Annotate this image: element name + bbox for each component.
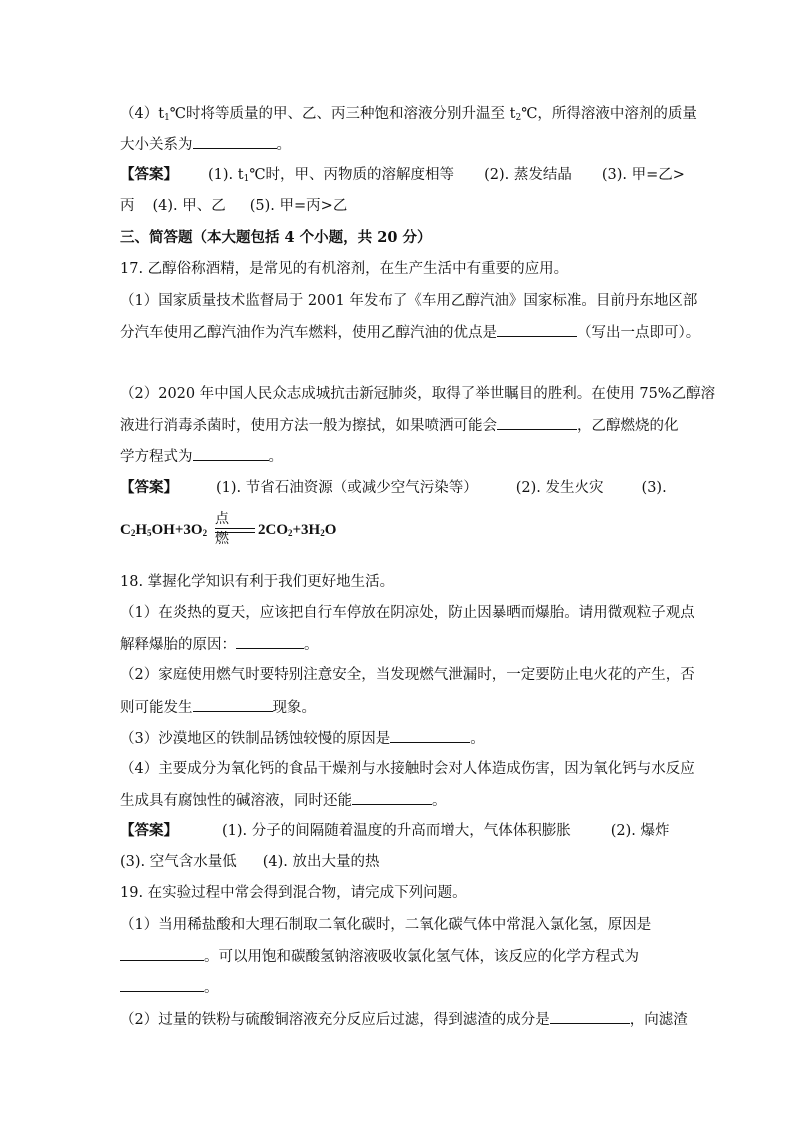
answer17-item2: (2). 发生火灾 [515, 480, 604, 496]
answer18-line1 [120, 821, 670, 841]
answer16-item2: (2). 蒸发结晶 [484, 167, 572, 183]
q17-part2-line2 [120, 415, 679, 436]
answer18-item4: (4). 放出大量的热 [262, 854, 380, 870]
q16-part4-text-c: ℃，所得溶液中溶剂的质量 [521, 106, 697, 122]
q18-part4-line1: （4）主要成分为氧化钙的食品干燥剂与水接触时会对人体造成伤害，因为氧化钙与水反应 [120, 761, 695, 777]
q19-part1-line2-text: 。可以用饱和碳酸氢钠溶液吸收氯化氢气体，该反应的化学方程式为 [204, 949, 639, 965]
q16-part4-line2-end: 。 [276, 137, 291, 153]
answer-label: 【答案】 [120, 479, 178, 496]
q18-part4-line2-text-a: 生成具有腐蚀性的碱溶液，同时还能 [120, 793, 352, 809]
q17-part1-line1: （1）国家质量技术监督局于 2001 年发布了《车用乙醇汽油》国家标准。目前丹东地区部 [120, 293, 698, 309]
q18-part1-line2-text-a: 解释爆胎的原因： [120, 637, 236, 653]
answer16-line2 [120, 196, 347, 216]
q17-part1-line2-text-b: （写出一点即可）。 [577, 325, 701, 341]
q16-part4-line1 [120, 104, 697, 128]
answer-blank [193, 134, 277, 149]
answer-blank [120, 946, 204, 961]
equation-lhs: $C_2H_5OH+3O_2$ [120, 522, 208, 538]
equation-condition: 点燃 [215, 511, 229, 547]
q18-part2-line2-text-b: 现象。 [272, 700, 316, 716]
q19-part1-line3 [120, 977, 219, 998]
q16-part4-text-a: （4）t [120, 106, 165, 122]
answer16-item1-sub: 1 [243, 174, 250, 184]
q18-part3-text-b: 。 [470, 731, 485, 747]
answer-blank [120, 977, 204, 992]
q19-part1-line1: （1）当用稀盐酸和大理石制取二氧化碳时，二氧化碳气体中常混入氯化氢，原因是 [120, 917, 652, 933]
q18-part4-line2 [120, 790, 447, 811]
answer16-item4: (4). 甲、乙 [152, 198, 226, 214]
section-heading: 三、简答题（本大题包括 4 个小题，共 20 分） [120, 229, 432, 246]
q19-part2-text-a: （2）过量的铁粉与硫酸铜溶液充分反应后过滤，得到滤渣的成分是 [120, 1012, 550, 1028]
equation-equals-sign [215, 528, 255, 533]
q18-part2-line2-text-a: 则可能发生 [120, 700, 193, 716]
answer17-item1: (1). 节省石油资源（或减少空气污染等） [216, 480, 478, 496]
q16-part4-line2 [120, 134, 291, 155]
q17-stem: 17. 乙醇俗称酒精，是常见的有机溶剂，在生产生活中有重要的应用。 [120, 261, 569, 277]
answer17-item3: (3). [641, 480, 667, 496]
q19-part2-text-b: ，向滤渣 [629, 1012, 688, 1028]
q17-part2-line2-text-b: ，乙醇燃烧的化 [577, 418, 679, 434]
answer16-item3: (3). 甲=乙> [601, 167, 685, 183]
q18-part1-line2-text-b: 。 [304, 637, 319, 653]
q17-part2-line1: （2）2020 年中国人民众志成城抗击新冠肺炎，取得了举世瞩目的胜利。在使用 75%乙醇溶 [120, 386, 716, 402]
answer16-line1 [120, 165, 685, 189]
answer-blank [193, 446, 269, 461]
answer-label: 【答案】 [120, 166, 178, 183]
q18-part2-line1: （2）家庭使用燃气时要特别注意安全，当发现燃气泄漏时，一定要防止电火花的产生，否 [120, 667, 695, 683]
q18-part2-line2 [120, 697, 316, 718]
answer18-item2: (2). 爆炸 [610, 823, 670, 839]
q18-part4-line2-text-b: 。 [432, 793, 447, 809]
q18-part1-line2 [120, 634, 319, 655]
answer18-item1: (1). 分子的间隔随着温度的升高而增大，气体体积膨胀 [222, 823, 571, 839]
q16-part4-line2-text: 大小关系为 [120, 137, 193, 153]
answer16-line2-text: 丙 [120, 198, 135, 214]
answer-blank [193, 697, 273, 712]
answer18-item3: (3). 空气含水量低 [120, 854, 237, 870]
answer-blank [497, 415, 577, 430]
q17-part1-line2 [120, 322, 700, 343]
q16-part4-sub1: 1 [164, 113, 170, 123]
answer-blank [352, 790, 432, 805]
answer18-line2 [120, 852, 380, 872]
q17-part2-line3-text-a: 学方程式为 [120, 449, 193, 465]
q19-stem: 19. 在实验过程中常会得到混合物，请完成下列问题。 [120, 885, 467, 901]
q19-part2-line1 [120, 1009, 688, 1030]
q18-part1-line1: （1）在炎热的夏天，应该把自行车停放在阴凉处，防止因暴晒而爆胎。请用微观粒子观点 [120, 605, 695, 621]
equation-rhs: $2CO_2+3H_2O$ [258, 522, 337, 538]
q16-part4-text-b: ℃时将等质量的甲、乙、丙三种饱和溶液分别升温至 t [169, 106, 516, 122]
answer16-item1-b: ℃时，甲、丙物质的溶解度相等 [249, 167, 455, 183]
answer16-item1-a: (1). t [208, 167, 244, 183]
q17-part2-line3 [120, 446, 283, 467]
answer-label: 【答案】 [120, 822, 178, 839]
q18-part3-line [120, 728, 485, 749]
answer-blank [497, 322, 577, 337]
q17-part2-line3-text-b: 。 [268, 449, 283, 465]
answer16-item5: (5). 甲=丙>乙 [249, 198, 348, 214]
answer-blank [550, 1009, 630, 1024]
q18-part3-text-a: （3）沙漠地区的铁制品锈蚀较慢的原因是 [120, 731, 391, 747]
q19-part1-line2 [120, 946, 639, 967]
q17-part2-line2-text-a: 液进行消毒杀菌时，使用方法一般为擦拭，如果喷洒可能会 [120, 418, 497, 434]
q16-part4-sub2: 2 [515, 113, 522, 123]
answer-blank [236, 634, 304, 649]
answer17-line1 [120, 478, 667, 498]
q17-part1-line2-text-a: 分汽车使用乙醇汽油作为汽车燃料，使用乙醇汽油的优点是 [120, 325, 497, 341]
q18-stem: 18. 掌握化学知识有利于我们更好地生活。 [120, 574, 395, 590]
answer-blank [390, 728, 470, 743]
q19-part1-line3-text: 。 [204, 980, 219, 996]
